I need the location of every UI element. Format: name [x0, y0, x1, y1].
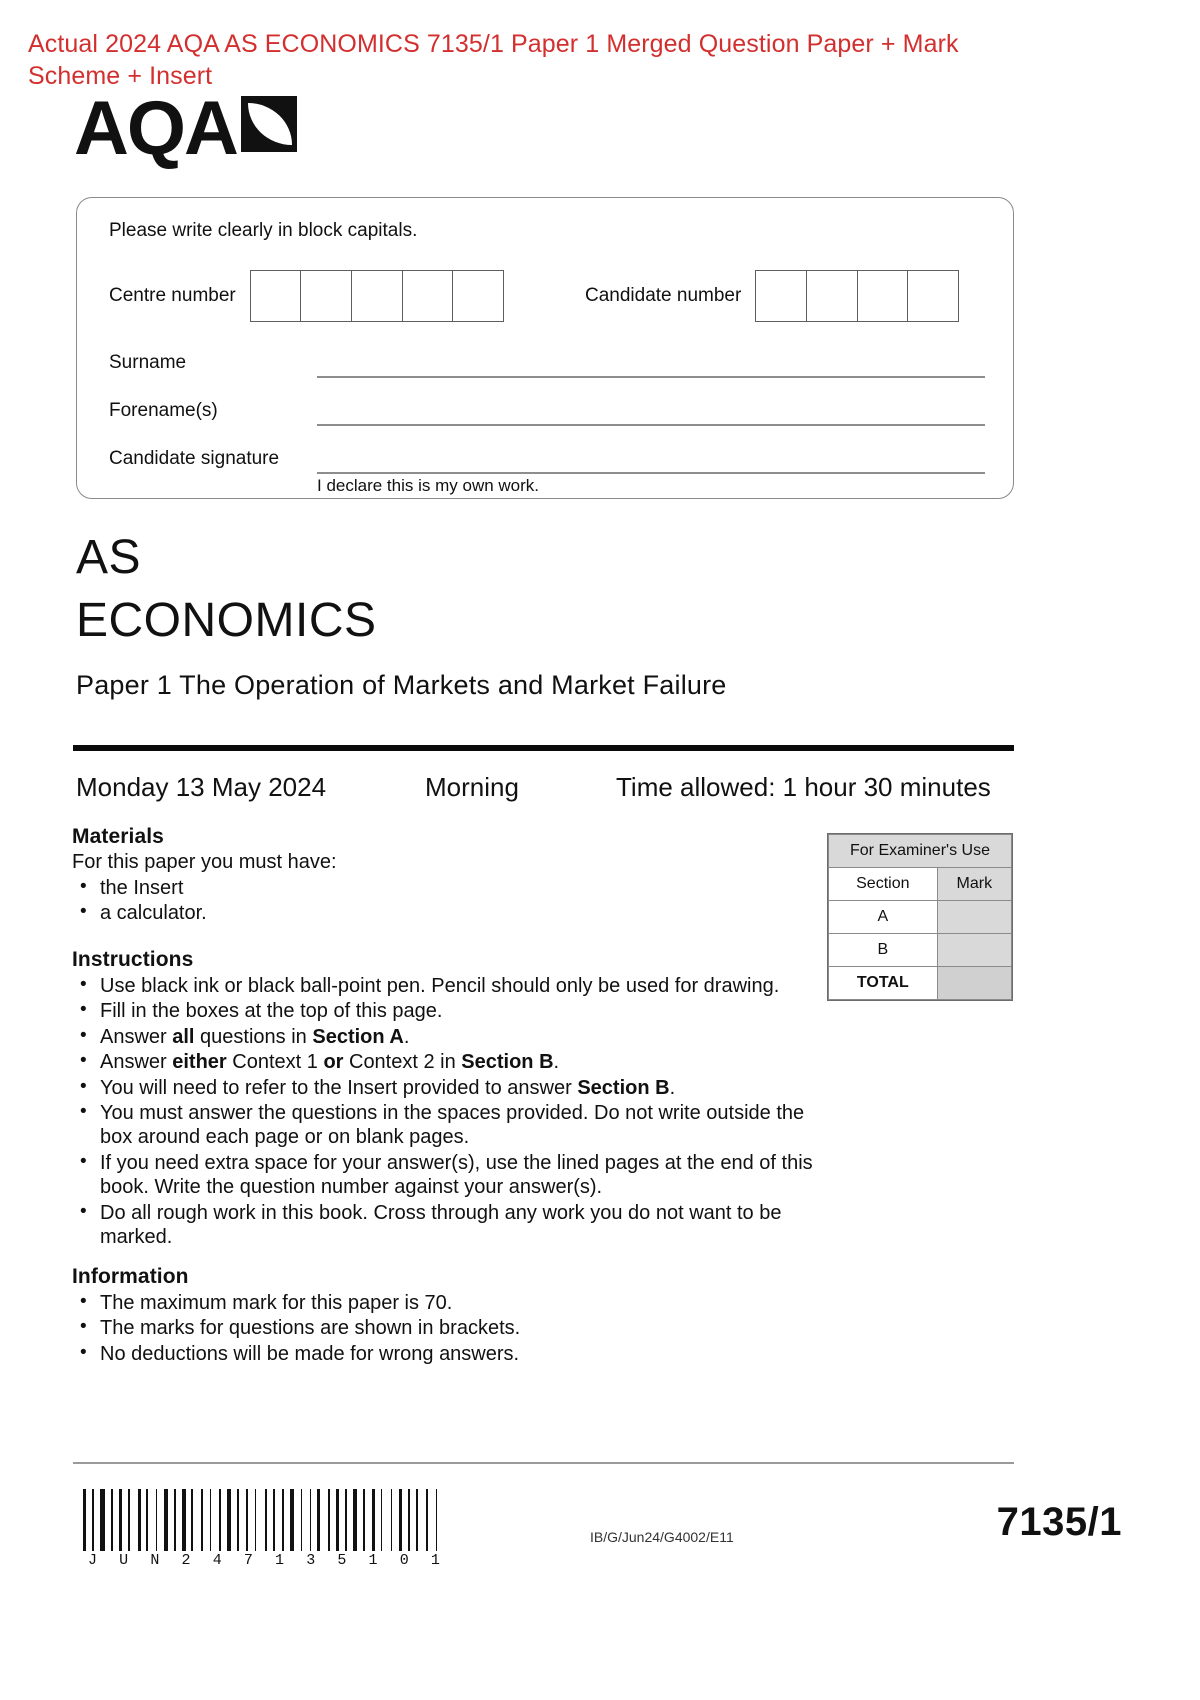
examiner-row-total-mark[interactable] — [937, 967, 1011, 1000]
barcode-bar — [227, 1489, 231, 1551]
examiner-col-section: Section — [829, 868, 938, 901]
barcode-digit: 3 — [306, 1552, 316, 1569]
examiner-col-mark: Mark — [937, 868, 1011, 901]
barcode-bar — [301, 1489, 303, 1551]
centre-number-cell[interactable] — [250, 270, 302, 322]
centre-number-cell[interactable] — [452, 270, 504, 322]
barcode-bar — [205, 1489, 208, 1551]
barcode-digit: 5 — [337, 1552, 347, 1569]
barcode-bar — [310, 1489, 312, 1551]
list-item: • Fill in the boxes at the top of this page. — [98, 999, 817, 1023]
centre-number-cell[interactable] — [402, 270, 454, 322]
materials-section — [72, 825, 812, 927]
candidate-number-cell[interactable] — [907, 270, 959, 322]
barcode-bar — [111, 1489, 114, 1551]
barcode-bar — [132, 1489, 136, 1551]
barcode-bar — [115, 1489, 117, 1551]
block-capitals-note: Please write clearly in block capitals. — [109, 220, 418, 241]
barcode-bar — [138, 1489, 141, 1551]
barcode-digit: 4 — [212, 1552, 222, 1569]
list-item: • a calculator. — [98, 901, 812, 925]
footer-divider — [73, 1462, 1014, 1464]
table-row — [829, 934, 1012, 967]
barcode-bar — [367, 1489, 370, 1551]
barcode-bar — [233, 1489, 235, 1551]
barcode-digits — [88, 1552, 440, 1569]
declaration-text: I declare this is my own work. — [317, 476, 540, 495]
examiner-row-section: B — [829, 934, 938, 967]
candidate-number-boxes[interactable] — [755, 270, 959, 322]
signature-field — [109, 446, 985, 474]
exam-date: Monday 13 May 2024 — [76, 772, 327, 802]
signature-input[interactable] — [317, 446, 985, 474]
barcode-bar — [119, 1489, 122, 1551]
materials-list — [72, 876, 812, 926]
barcode-bar — [265, 1489, 268, 1551]
forename-field — [109, 398, 985, 426]
barcode-bar — [273, 1489, 275, 1551]
barcode-bar — [96, 1489, 99, 1551]
barcode-bar — [146, 1489, 148, 1551]
listing-title: Actual 2024 AQA AS ECONOMICS 7135/1 Paper 1 Merged Question Paper + Mark Scheme + Insert — [28, 30, 959, 90]
candidate-number-cell[interactable] — [857, 270, 909, 322]
barcode-digit: U — [119, 1552, 129, 1569]
barcode-image — [83, 1489, 443, 1551]
barcode-bar — [159, 1489, 162, 1551]
examiner-row-total-label: TOTAL — [829, 967, 938, 1000]
barcode-bar — [394, 1489, 397, 1551]
information-list — [72, 1291, 812, 1366]
table-row — [829, 967, 1012, 1000]
list-item: • The marks for questions are shown in brackets. — [98, 1316, 812, 1340]
instructions-list — [72, 974, 817, 1249]
barcode-bar — [384, 1489, 388, 1551]
candidate-number-label: Candidate number — [585, 285, 742, 306]
barcode-bar — [237, 1489, 239, 1551]
barcode-bar — [88, 1489, 90, 1551]
barcode-bar — [377, 1489, 379, 1551]
surname-label: Surname — [109, 352, 187, 373]
barcode-digit: N — [150, 1552, 160, 1569]
exam-session: Morning — [425, 772, 519, 802]
barcode-bar — [213, 1489, 216, 1551]
examiner-use-table — [827, 833, 1013, 1001]
barcode-bar — [83, 1489, 86, 1551]
barcode-bar — [341, 1489, 343, 1551]
table-row — [829, 901, 1012, 934]
barcode-bar — [250, 1489, 253, 1551]
barcode-bar — [246, 1489, 248, 1551]
barcode-bar — [124, 1489, 126, 1551]
barcode-bar — [128, 1489, 130, 1551]
barcode-bar — [439, 1489, 441, 1551]
barcode-bar — [336, 1489, 339, 1551]
signature-label: Candidate signature — [109, 448, 280, 469]
barcode-bar — [150, 1489, 153, 1551]
barcode-bar — [426, 1489, 428, 1551]
barcode-bar — [223, 1489, 225, 1551]
barcode-bar — [195, 1489, 199, 1551]
list-item: • No deductions will be made for wrong answers. — [98, 1342, 812, 1366]
list-item: • Do all rough work in this book. Cross through any work you do not want to be marked. — [98, 1201, 817, 1250]
barcode-bar — [164, 1489, 168, 1551]
subject-title: ECONOMICS — [76, 594, 377, 647]
centre-number-boxes[interactable] — [250, 270, 504, 322]
barcode-bar — [277, 1489, 280, 1551]
barcode-bar — [286, 1489, 288, 1551]
barcode-bar — [182, 1489, 185, 1551]
aqa-logo — [74, 86, 297, 171]
examiner-row-mark[interactable] — [937, 934, 1011, 967]
information-section — [72, 1265, 812, 1367]
paper-subtitle: Paper 1 The Operation of Markets and Market Failure — [76, 670, 727, 700]
barcode-bar — [430, 1489, 433, 1551]
barcode-bar — [143, 1489, 145, 1551]
forename-input[interactable] — [317, 398, 985, 426]
barcode-bar — [178, 1489, 181, 1551]
instructions-heading: Instructions — [72, 948, 194, 971]
list-item: • If you need extra space for your answer(s), use the lined pages at the end of this book. Write the question number against your answer(s). — [98, 1151, 817, 1200]
aqa-leaf-icon — [241, 96, 297, 152]
barcode-bar — [269, 1489, 271, 1551]
barcode-bar — [436, 1489, 438, 1551]
barcode-bar — [416, 1489, 418, 1551]
barcode-bar — [322, 1489, 326, 1551]
list-item: • Answer either Context 1 or Context 2 in Section B. — [98, 1050, 817, 1074]
barcode-bar — [191, 1489, 193, 1551]
barcode-bar — [317, 1489, 320, 1551]
examiner-table-header: For Examiner's Use — [829, 835, 1012, 868]
barcode-bar — [92, 1489, 94, 1551]
barcode-bar — [174, 1489, 176, 1551]
header-divider — [73, 745, 1014, 751]
forename-label: Forename(s) — [109, 400, 218, 421]
barcode-digit: 1 — [368, 1552, 378, 1569]
barcode-bar — [412, 1489, 415, 1551]
barcode-bar — [345, 1489, 348, 1551]
candidate-details-box — [76, 197, 1014, 499]
barcode-bar — [282, 1489, 284, 1551]
barcode-digit: 2 — [181, 1552, 191, 1569]
barcode-bar — [372, 1489, 375, 1551]
surname-field — [109, 350, 985, 378]
barcode-bar — [107, 1489, 109, 1551]
centre-number-field — [109, 270, 504, 322]
barcode-bar — [210, 1489, 212, 1551]
barcode-bar — [100, 1489, 104, 1551]
materials-heading: Materials — [72, 825, 164, 848]
barcode-bar — [290, 1489, 294, 1551]
barcode-bar — [381, 1489, 383, 1551]
barcode-bar — [353, 1489, 357, 1551]
examiner-row-mark[interactable] — [937, 901, 1011, 934]
barcode-digit: 7 — [243, 1552, 253, 1569]
list-item: • the Insert — [98, 876, 812, 900]
list-item: • You will need to refer to the Insert provided to answer Section B. — [98, 1076, 817, 1100]
barcode-bar — [420, 1489, 424, 1551]
list-item: • The maximum mark for this paper is 70. — [98, 1291, 812, 1315]
materials-lead: For this paper you must have: — [72, 851, 337, 873]
barcode-bar — [399, 1489, 402, 1551]
aqa-wordmark: AQA — [74, 86, 237, 171]
barcode-bar — [359, 1489, 361, 1551]
barcode-bar — [328, 1489, 330, 1551]
paper-code: 7135/1 — [996, 1500, 1122, 1544]
centre-number-label: Centre number — [109, 285, 236, 306]
barcode-bar — [313, 1489, 315, 1551]
qualification-level: AS — [76, 531, 142, 584]
barcode-bar — [219, 1489, 222, 1551]
list-item: • Use black ink or black ball-point pen. Pencil should only be used for drawing. — [98, 974, 817, 998]
examiner-row-section: A — [829, 901, 938, 934]
barcode-digit: 1 — [275, 1552, 285, 1569]
candidate-number-cell[interactable] — [806, 270, 858, 322]
barcode-bar — [170, 1489, 172, 1551]
list-item: • You must answer the questions in the spaces provided. Do not write outside the box around each page or on blank pages. — [98, 1101, 817, 1150]
barcode-bar — [296, 1489, 299, 1551]
information-heading: Information — [72, 1265, 189, 1288]
barcode-bar — [188, 1489, 190, 1551]
barcode-digit: J — [88, 1552, 98, 1569]
reference-code: IB/G/Jun24/G4002/E11 — [590, 1529, 734, 1545]
centre-number-cell[interactable] — [300, 270, 352, 322]
barcode-bar — [304, 1489, 307, 1551]
barcode-digit: 1 — [430, 1552, 440, 1569]
barcode-bar — [391, 1489, 393, 1551]
barcode-bar — [332, 1489, 334, 1551]
barcode-bar — [408, 1489, 410, 1551]
barcode-bar — [156, 1489, 158, 1551]
barcode-bar — [201, 1489, 203, 1551]
barcode-bar — [241, 1489, 244, 1551]
instructions-section — [72, 948, 817, 1250]
barcode-bar — [258, 1489, 262, 1551]
centre-number-cell[interactable] — [351, 270, 403, 322]
list-item: • Answer all questions in Section A. — [98, 1025, 817, 1049]
barcode-digit: 0 — [399, 1552, 409, 1569]
exam-time-allowed: Time allowed: 1 hour 30 minutes — [616, 772, 991, 802]
barcode-bar — [363, 1489, 365, 1551]
candidate-number-field — [585, 270, 959, 322]
barcode-bar — [349, 1489, 351, 1551]
barcode-bar — [255, 1489, 257, 1551]
surname-input[interactable] — [317, 350, 985, 378]
barcode-bar — [404, 1489, 406, 1551]
candidate-number-cell[interactable] — [755, 270, 807, 322]
